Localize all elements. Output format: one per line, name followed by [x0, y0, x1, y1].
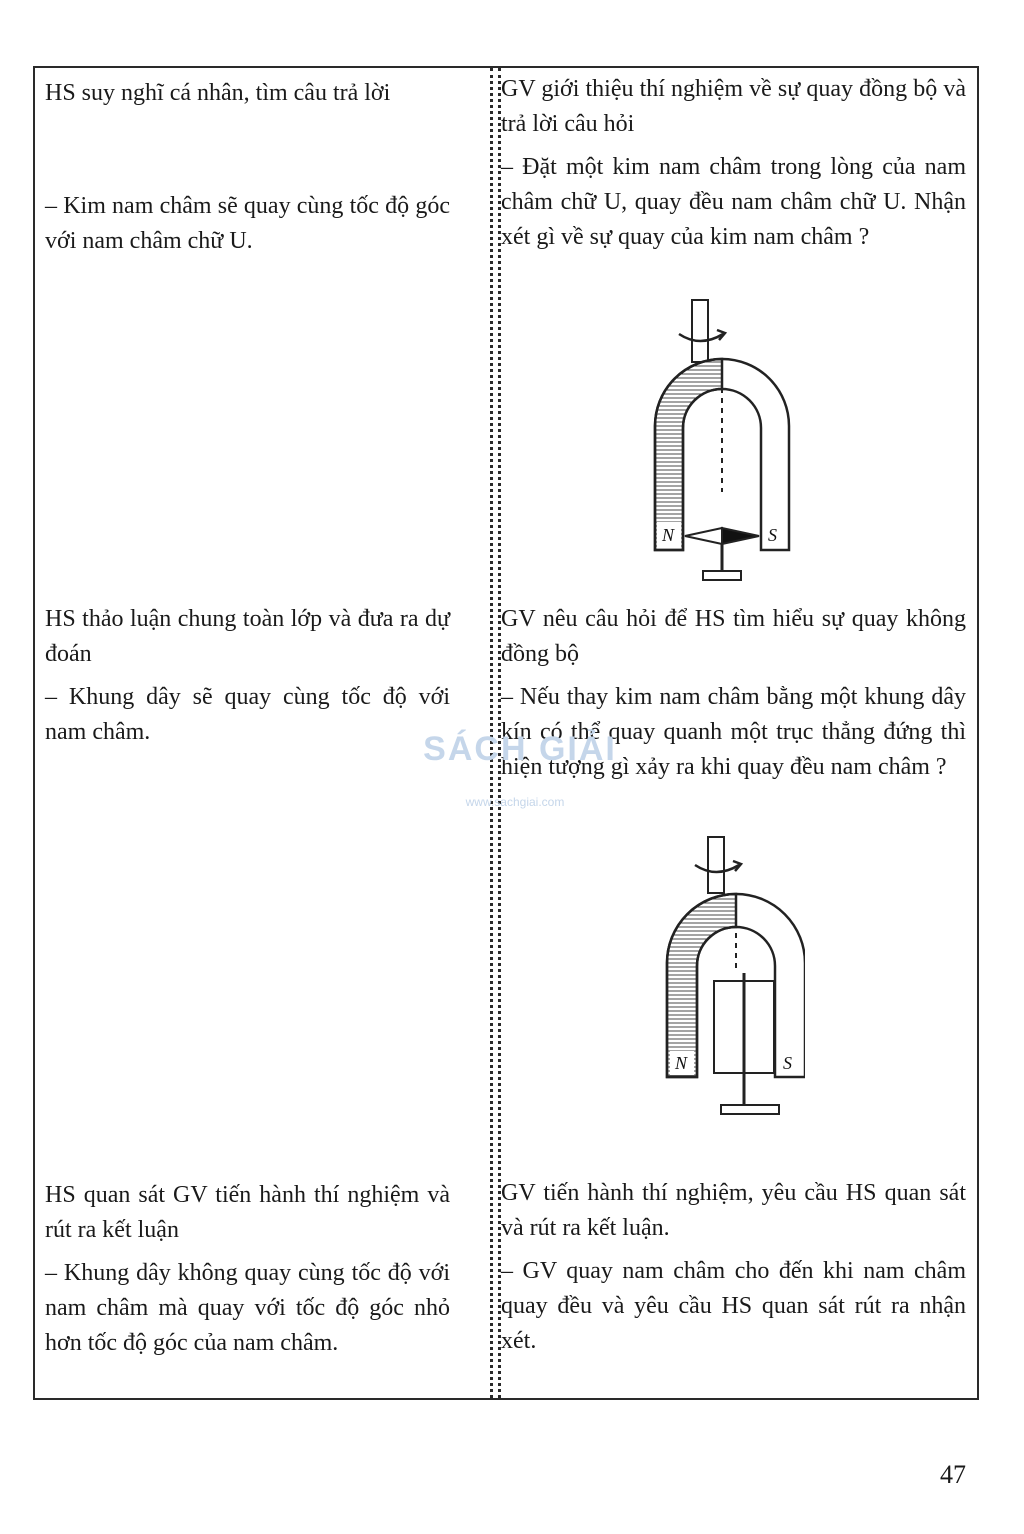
- teacher-activity-text: – GV quay nam châm cho đến khi nam châm quay đều và yêu cầu HS quan sát rút ra nhận xét.: [501, 1258, 966, 1354]
- teacher-activity-text: GV giới thiệu thí nghiệm về sự quay đồng bộ và trả lời câu hỏi: [501, 76, 966, 137]
- pole-label-n: N: [662, 525, 675, 545]
- student-activity-text: HS quan sát GV tiến hành thí nghiệm và rút ra kết luận: [45, 1182, 450, 1243]
- page-number: 47: [940, 1460, 966, 1489]
- pole-label-s: S: [783, 1053, 792, 1073]
- pole-label-s: S: [768, 525, 777, 545]
- u-magnet-coil-figure: [625, 833, 805, 1123]
- student-activity-text: HS suy nghĩ cá nhân, tìm câu trả lời: [45, 80, 391, 106]
- teacher-activity-text: – Nếu thay kim nam châm bằng một khung dây kín có thể quay quanh một trục thẳng đứng thì hiện tượng gì xảy ra khi quay đều nam châm ?: [501, 684, 966, 780]
- student-activity-text: HS thảo luận chung toàn lớp và đưa ra dự đoán: [45, 606, 450, 667]
- teacher-activity-text: GV tiến hành thí nghiệm, yêu cầu HS quan sát và rút ra kết luận.: [501, 1180, 966, 1241]
- student-activity-text: – Khung dây sẽ quay cùng tốc độ với nam châm.: [45, 684, 450, 745]
- student-activity-text: – Khung dây không quay cùng tốc độ với nam châm mà quay với tốc độ góc nhỏ hơn tốc độ góc của nam châm.: [45, 1260, 450, 1356]
- teacher-activity-text: – Đặt một kim nam châm trong lòng của nam châm chữ U, quay đều nam châm chữ U. Nhận xét gì về sự quay của kim nam châm ?: [501, 154, 966, 250]
- activity-table: [33, 66, 979, 1400]
- u-magnet-compass-figure: [613, 296, 793, 596]
- watermark-url: www.sachgiai.com: [465, 795, 565, 809]
- column-divider: [490, 68, 493, 1398]
- teacher-activity-text: GV nêu câu hỏi để HS tìm hiểu sự quay không đồng bộ: [501, 606, 966, 667]
- student-activity-text: – Kim nam châm sẽ quay cùng tốc độ góc với nam châm chữ U.: [45, 193, 450, 254]
- watermark-logo: SÁCH GIẢI: [423, 730, 617, 768]
- pole-label-n: N: [675, 1053, 688, 1073]
